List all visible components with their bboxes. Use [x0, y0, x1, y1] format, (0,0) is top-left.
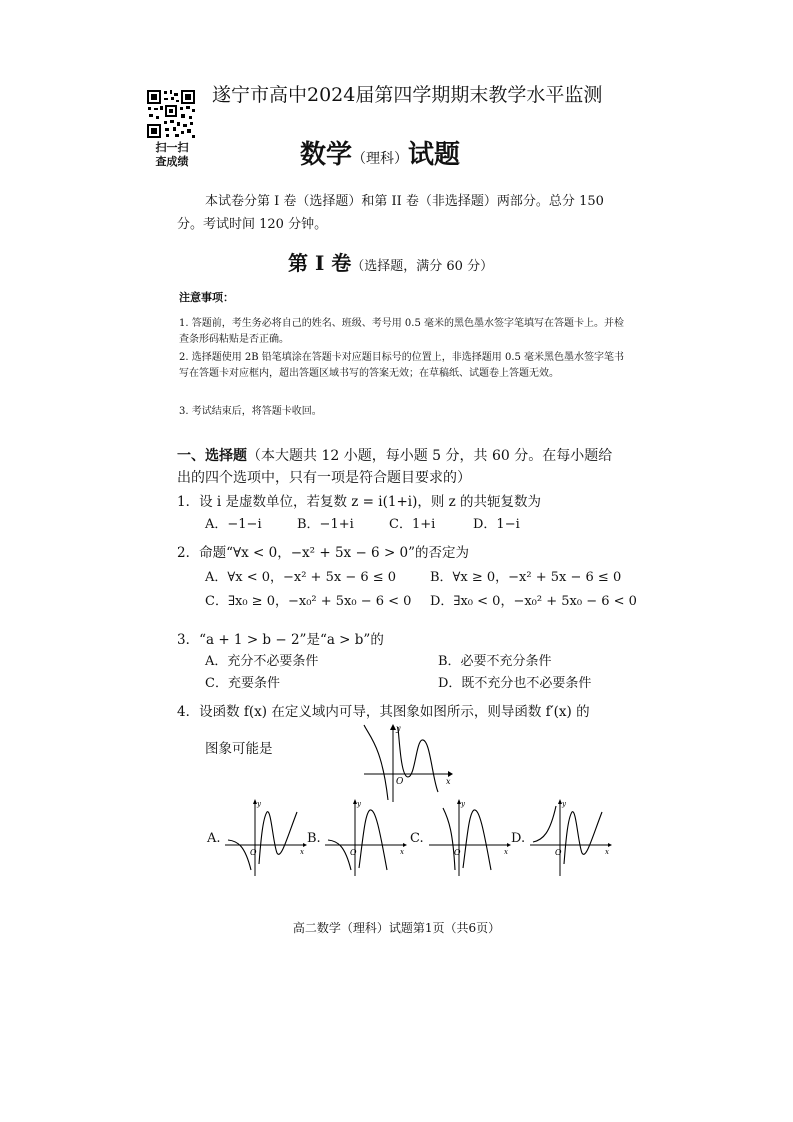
question-2-stem: 2．命题“∀x < 0，−x² + 5x − 6 > 0”的否定为 [177, 545, 470, 561]
x-label: x [605, 848, 609, 856]
origin-label: O [250, 848, 257, 857]
qr-code-icon [146, 89, 196, 139]
x-label: x [400, 848, 404, 856]
question-4-stem: 4．设函数 f(x) 在定义域内可导，其图象如图所示，则导函数 f′(x) 的 [177, 704, 590, 720]
origin-label: O [555, 848, 562, 857]
q3-option-b: B．必要不充分条件 [438, 654, 552, 669]
origin-label: O [350, 848, 357, 857]
q3-option-c: C．充要条件 [205, 676, 280, 691]
exam-title: 遂宁市高中2024届第四学期期末教学水平监测 [212, 84, 603, 106]
q2-option-c: C．∃x₀ ≥ 0，−x₀² + 5x₀ − 6 < 0 [205, 594, 412, 609]
section-title: 一、选择题 [177, 448, 247, 464]
subject-suffix: 试题 [408, 140, 461, 170]
question-3-stem: 3．“a + 1 > b − 2”是“a > b”的 [177, 632, 384, 648]
q1-option-d: D．1−i [473, 517, 520, 532]
question-1-stem: 1．设 i 是虚数单位，若复数 z = i(1+i)，则 z 的共轭复数为 [177, 494, 542, 510]
q4-option-c: C. [410, 831, 424, 846]
qr-caption [148, 141, 196, 169]
q4-option-a: A. [207, 831, 221, 846]
question-4-stem-cont: 图象可能是 [205, 741, 273, 757]
x-label: x [504, 848, 508, 856]
note-item: 1. 答题前，考生务必将自己的姓名、班级、考号用 0.5 毫米的黑色墨水签字笔填写在答题卡上。并检查条形码粘贴是否正确。 [179, 318, 624, 345]
section-desc: （本大题共 12 小题，每小题 5 分，共 60 分。在每小题给出的四个选项中，只有一项是符合题目要求的） [177, 448, 613, 486]
intro-paragraph: 本试卷分第 I 卷（选择题）和第 II 卷（非选择题）两部分。总分 150 分。考试时间 120 分钟。 [177, 194, 604, 232]
q2-option-a: A．∀x < 0，−x² + 5x − 6 ≤ 0 [205, 570, 397, 585]
origin-label: O [454, 848, 461, 857]
q1-option-c: C．1+i [389, 517, 436, 532]
q3-option-d: D．既不充分也不必要条件 [438, 676, 592, 691]
qr-caption-line2: 查成绩 [155, 155, 189, 168]
section-heading [177, 445, 622, 489]
q4-option-d: D. [511, 831, 526, 846]
subject-title [300, 134, 460, 171]
page-footer: 高二数学（理科）试题第1页（共6页） [292, 921, 501, 935]
option-d-graph [528, 798, 613, 878]
part1-note: （选择题，满分 60 分） [351, 259, 494, 274]
y-label: y [461, 800, 465, 808]
subject-name: 数学 [300, 140, 353, 170]
part1-heading [288, 247, 493, 276]
notes-heading: 注意事项： [179, 291, 234, 304]
note-item: 3. 考试结束后，将答题卡收回。 [179, 406, 322, 417]
q2-option-b: B．∀x ≥ 0，−x² + 5x − 6 ≤ 0 [430, 570, 622, 585]
q2-option-d: D．∃x₀ < 0，−x₀² + 5x₀ − 6 < 0 [430, 594, 637, 609]
subject-note: （理科） [352, 151, 409, 167]
option-b-graph [323, 798, 408, 878]
x-label: x [300, 848, 304, 856]
y-label: y [257, 800, 261, 808]
qr-caption-line1: 扫一扫 [155, 141, 189, 154]
option-a-graph [223, 798, 308, 878]
origin-label: O [396, 777, 404, 787]
y-label: y [357, 800, 361, 808]
option-c-graph [427, 798, 512, 878]
part1-title: 第 I 卷 [288, 251, 352, 275]
x-axis-label: x [446, 777, 451, 786]
y-label: y [562, 800, 566, 808]
q1-option-a: A．−1−i [205, 517, 262, 532]
q3-option-a: A．充分不必要条件 [205, 654, 319, 669]
q4-option-b: B. [307, 831, 321, 846]
note-item: 2. 选择题使用 2B 铅笔填涂在答题卡对应题目标号的位置上，非选择题用 0.5 毫米黑色墨水签字笔书写在答题卡对应框内，超出答题区域书写的答案无效；在草稿纸、试题卷上答题无效。 [179, 352, 625, 379]
y-axis-label: y [396, 724, 401, 733]
q1-option-b: B．−1+i [297, 517, 354, 532]
f-graph [360, 722, 455, 804]
